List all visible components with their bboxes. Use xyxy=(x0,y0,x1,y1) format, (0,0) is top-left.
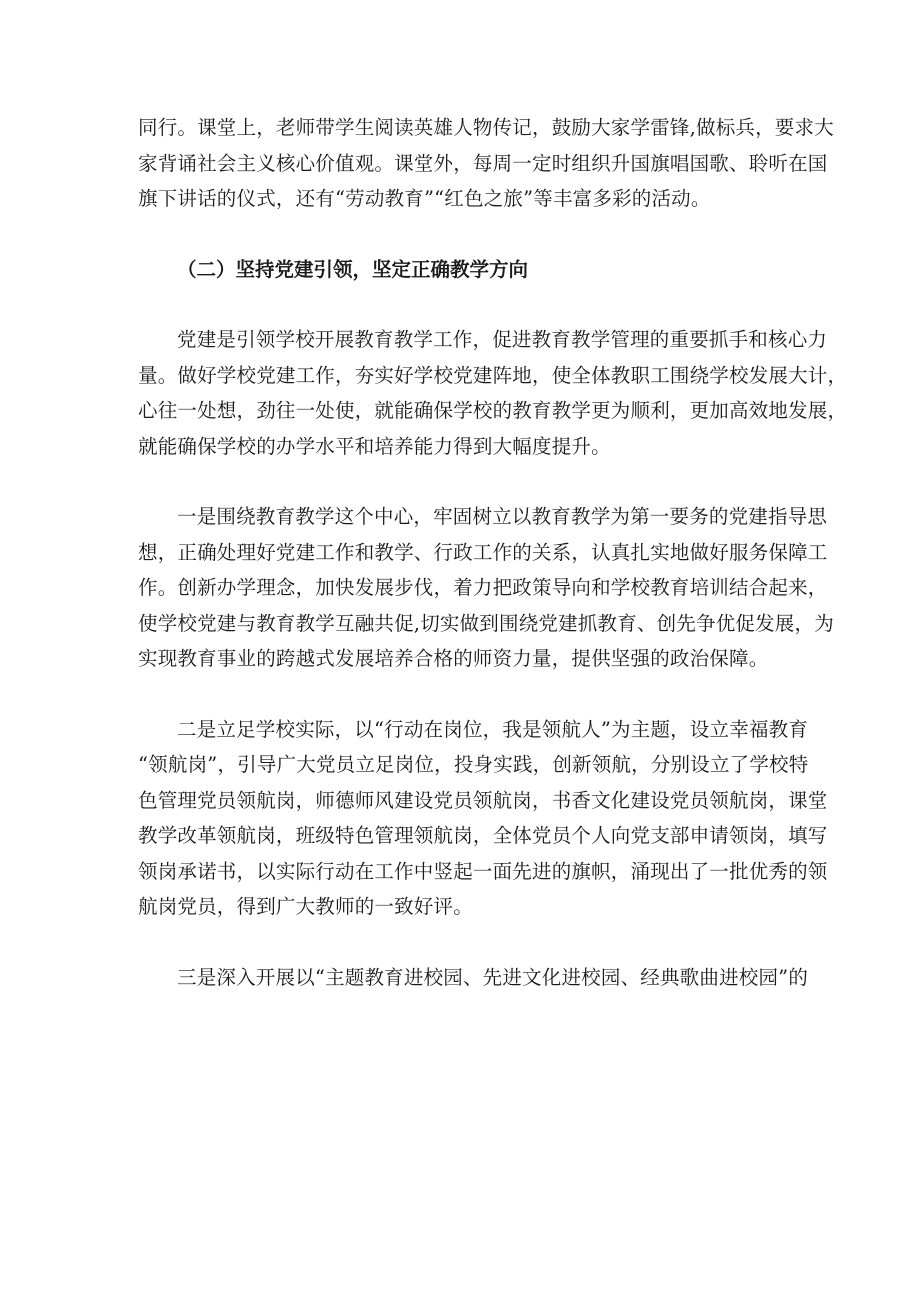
text-line: 同行。课堂上，老师带学生阅读英雄人物传记，鼓励大家学雷锋,做标兵，要求大 xyxy=(138,116,834,139)
text-line: 教学改革领航岗，班级特色管理领航岗，全体党员个人向党支部申请领岗，填写 xyxy=(138,824,828,847)
paragraph-point-one xyxy=(138,499,834,677)
text-line: 实现教育事业的跨越式发展培养合格的师资力量，提供坚强的政治保障。 xyxy=(138,647,769,670)
text-line: 使学校党建与教育教学互融共促,切实做到围绕党建抓教育、创先争优促发展，为 xyxy=(138,611,834,635)
text-line: 想，正确处理好党建工作和教学、行政工作的关系，认真扎实地做好服务保障工 xyxy=(138,540,828,564)
text-line: 作。创新办学理念，加快发展步伐，着力把政策导向和学校教育培训结合起来， xyxy=(138,576,828,599)
text-line: 党建是引领学校开展教育教学工作，促进教育教学管理的重要抓手和核心力 xyxy=(177,328,828,351)
text-line: 量。做好学校党建工作，夯实好学校党建阵地，使全体教职工围绕学校发展大计， xyxy=(138,363,848,387)
text-line: 旗下讲话的仪式，还有“劳动教育”“红色之旅”等丰富多彩的活动。 xyxy=(138,187,711,210)
text-line: 三是深入开展以“主题教育进校园、先进文化进校园、经典歌曲进校园”的 xyxy=(177,965,809,989)
text-line: 就能确保学校的办学水平和培养能力得到大幅度提升。 xyxy=(138,434,611,458)
document-page xyxy=(138,110,848,1030)
section-heading: （二）坚持党建引领，坚定正确教学方向 xyxy=(177,257,529,281)
text-line: 航岗党员，得到广大教师的一致好评。 xyxy=(138,895,473,918)
paragraph-activities xyxy=(138,110,834,217)
paragraph-point-three xyxy=(138,960,809,996)
paragraph-party-building xyxy=(138,322,848,464)
text-line: 色管理党员领航岗，师德师风建设党员领航岗，书香文化建设党员领航岗，课堂 xyxy=(138,788,828,812)
text-line: 家背诵社会主义核心价值观。课堂外，每周一定时组织升国旗唱国歌、聆听在国 xyxy=(138,151,828,175)
text-line: 一是围绕教育教学这个中心，牢固树立以教育教学为第一要务的党建指导思 xyxy=(177,505,828,528)
paragraph-point-two xyxy=(138,712,828,925)
text-line: 二是立足学校实际，以“行动在岗位，我是领航人”为主题，设立幸福教育 xyxy=(177,717,809,741)
text-line: 领岗承诺书，以实际行动在工作中竖起一面先进的旗帜，涌现出了一批优秀的领 xyxy=(138,859,828,883)
text-line: “领航岗”，引导广大党员立足岗位，投身实践，创新领航，分别设立了学校特 xyxy=(138,753,809,776)
text-line: 心往一处想，劲往一处使，就能确保学校的教育教学更为顺利，更加高效地发展， xyxy=(138,399,848,422)
